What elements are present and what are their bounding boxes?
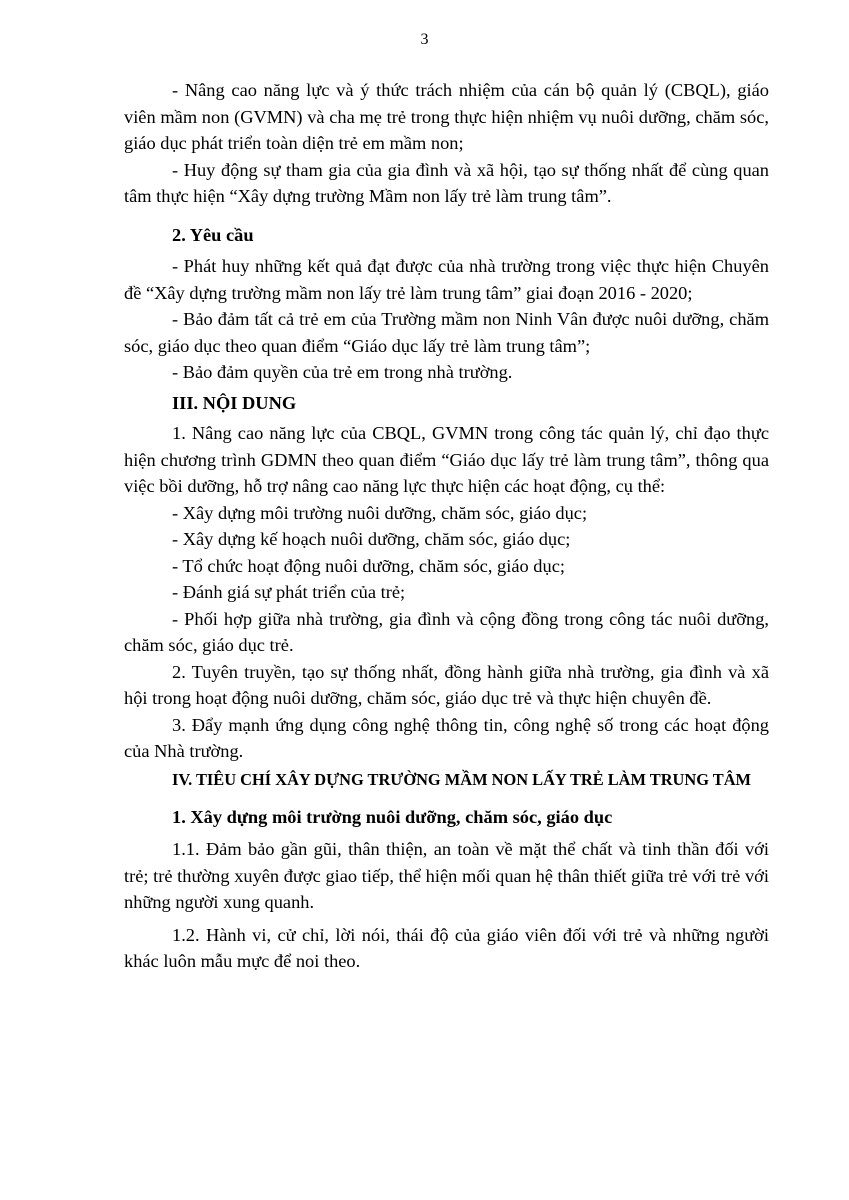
section-heading-content: III. NỘI DUNG — [172, 392, 297, 413]
content-list-item-2: - Xây dựng kế hoạch nuôi dưỡng, chăm sóc, giáo dục; — [172, 529, 571, 549]
subsection-heading-environment: 1. Xây dựng môi trường nuôi dưỡng, chăm sóc, giáo dục — [172, 806, 613, 827]
section-heading-criteria: IV. TIÊU CHÍ XÂY DỰNG TRƯỜNG MẦM NON LẤY TRẺ LÀM TRUNG TÂM — [172, 769, 752, 789]
criteria-paragraph-2: 1.2. Hành vi, cử chỉ, lời nói, thái độ của giáo viên đối với trẻ và những người khác luôn mẫu mực để noi theo. — [124, 924, 769, 971]
requirement-paragraph-2: - Bảo đảm tất cả trẻ em của Trường mầm non Ninh Vân được nuôi dưỡng, chăm sóc, giáo dục theo quan điểm “Giáo dục lấy trẻ làm trung tâm”; — [124, 309, 769, 356]
requirement-paragraph-3: - Bảo đảm quyền của trẻ em trong nhà trường. — [172, 362, 513, 382]
requirement-paragraph-1: - Phát huy những kết quả đạt được của nhà trường trong việc thực hiện Chuyên đề “Xây dựng trường mầm non lấy trẻ làm trung tâm” giai đoạn 2016 - 2020; — [124, 256, 769, 303]
content-paragraph-3: 3. Đẩy mạnh ứng dụng công nghệ thông tin, công nghệ số trong các hoạt động của Nhà trường. — [124, 714, 769, 761]
criteria-paragraph-1: 1.1. Đảm bảo gần gũi, thân thiện, an toàn về mặt thể chất và tinh thần đối với trẻ; trẻ thường xuyên được giao tiếp, thể hiện mối quan hệ thân thiết giữa trẻ với trẻ với những người xung quanh. — [124, 839, 769, 912]
content-list-item-5: - Phối hợp giữa nhà trường, gia đình và cộng đồng trong công tác nuôi dưỡng, chăm sóc, giáo dục trẻ. — [124, 608, 769, 655]
objective-paragraph-1: - Nâng cao năng lực và ý thức trách nhiệm của cán bộ quản lý (CBQL), giáo viên mầm non (GVMN) và cha mẹ trẻ trong thực hiện nhiệm vụ nuôi dưỡng, chăm sóc, giáo dục phát triển toàn diện trẻ em mầm non; — [124, 80, 769, 153]
objective-paragraph-2: - Huy động sự tham gia của gia đình và xã hội, tạo sự thống nhất để cùng quan tâm thực hiện “Xây dựng trường Mầm non lấy trẻ làm trung tâm”. — [124, 159, 769, 206]
content-list-item-3: - Tổ chức hoạt động nuôi dưỡng, chăm sóc, giáo dục; — [172, 555, 565, 576]
content-list-item-4: - Đánh giá sự phát triển của trẻ; — [172, 582, 406, 602]
document-body — [124, 77, 769, 975]
content-list-item-1: - Xây dựng môi trường nuôi dưỡng, chăm sóc, giáo dục; — [172, 502, 588, 523]
content-paragraph-1: 1. Nâng cao năng lực của CBQL, GVMN trong công tác quản lý, chỉ đạo thực hiện chương trình GDMN theo quan điểm “Giáo dục lấy trẻ làm trung tâm”, thông qua việc bồi dưỡng, hỗ trợ nâng cao năng lực thực hiện các hoạt động, cụ thể: — [124, 423, 769, 496]
section-heading-requirements: 2. Yêu cầu — [172, 224, 254, 245]
page-number: 3 — [420, 31, 429, 48]
content-paragraph-2: 2. Tuyên truyền, tạo sự thống nhất, đồng hành giữa nhà trường, gia đình và xã hội trong hoạt động nuôi dưỡng, chăm sóc, giáo dục trẻ và thực hiện chuyên đề. — [124, 661, 769, 708]
